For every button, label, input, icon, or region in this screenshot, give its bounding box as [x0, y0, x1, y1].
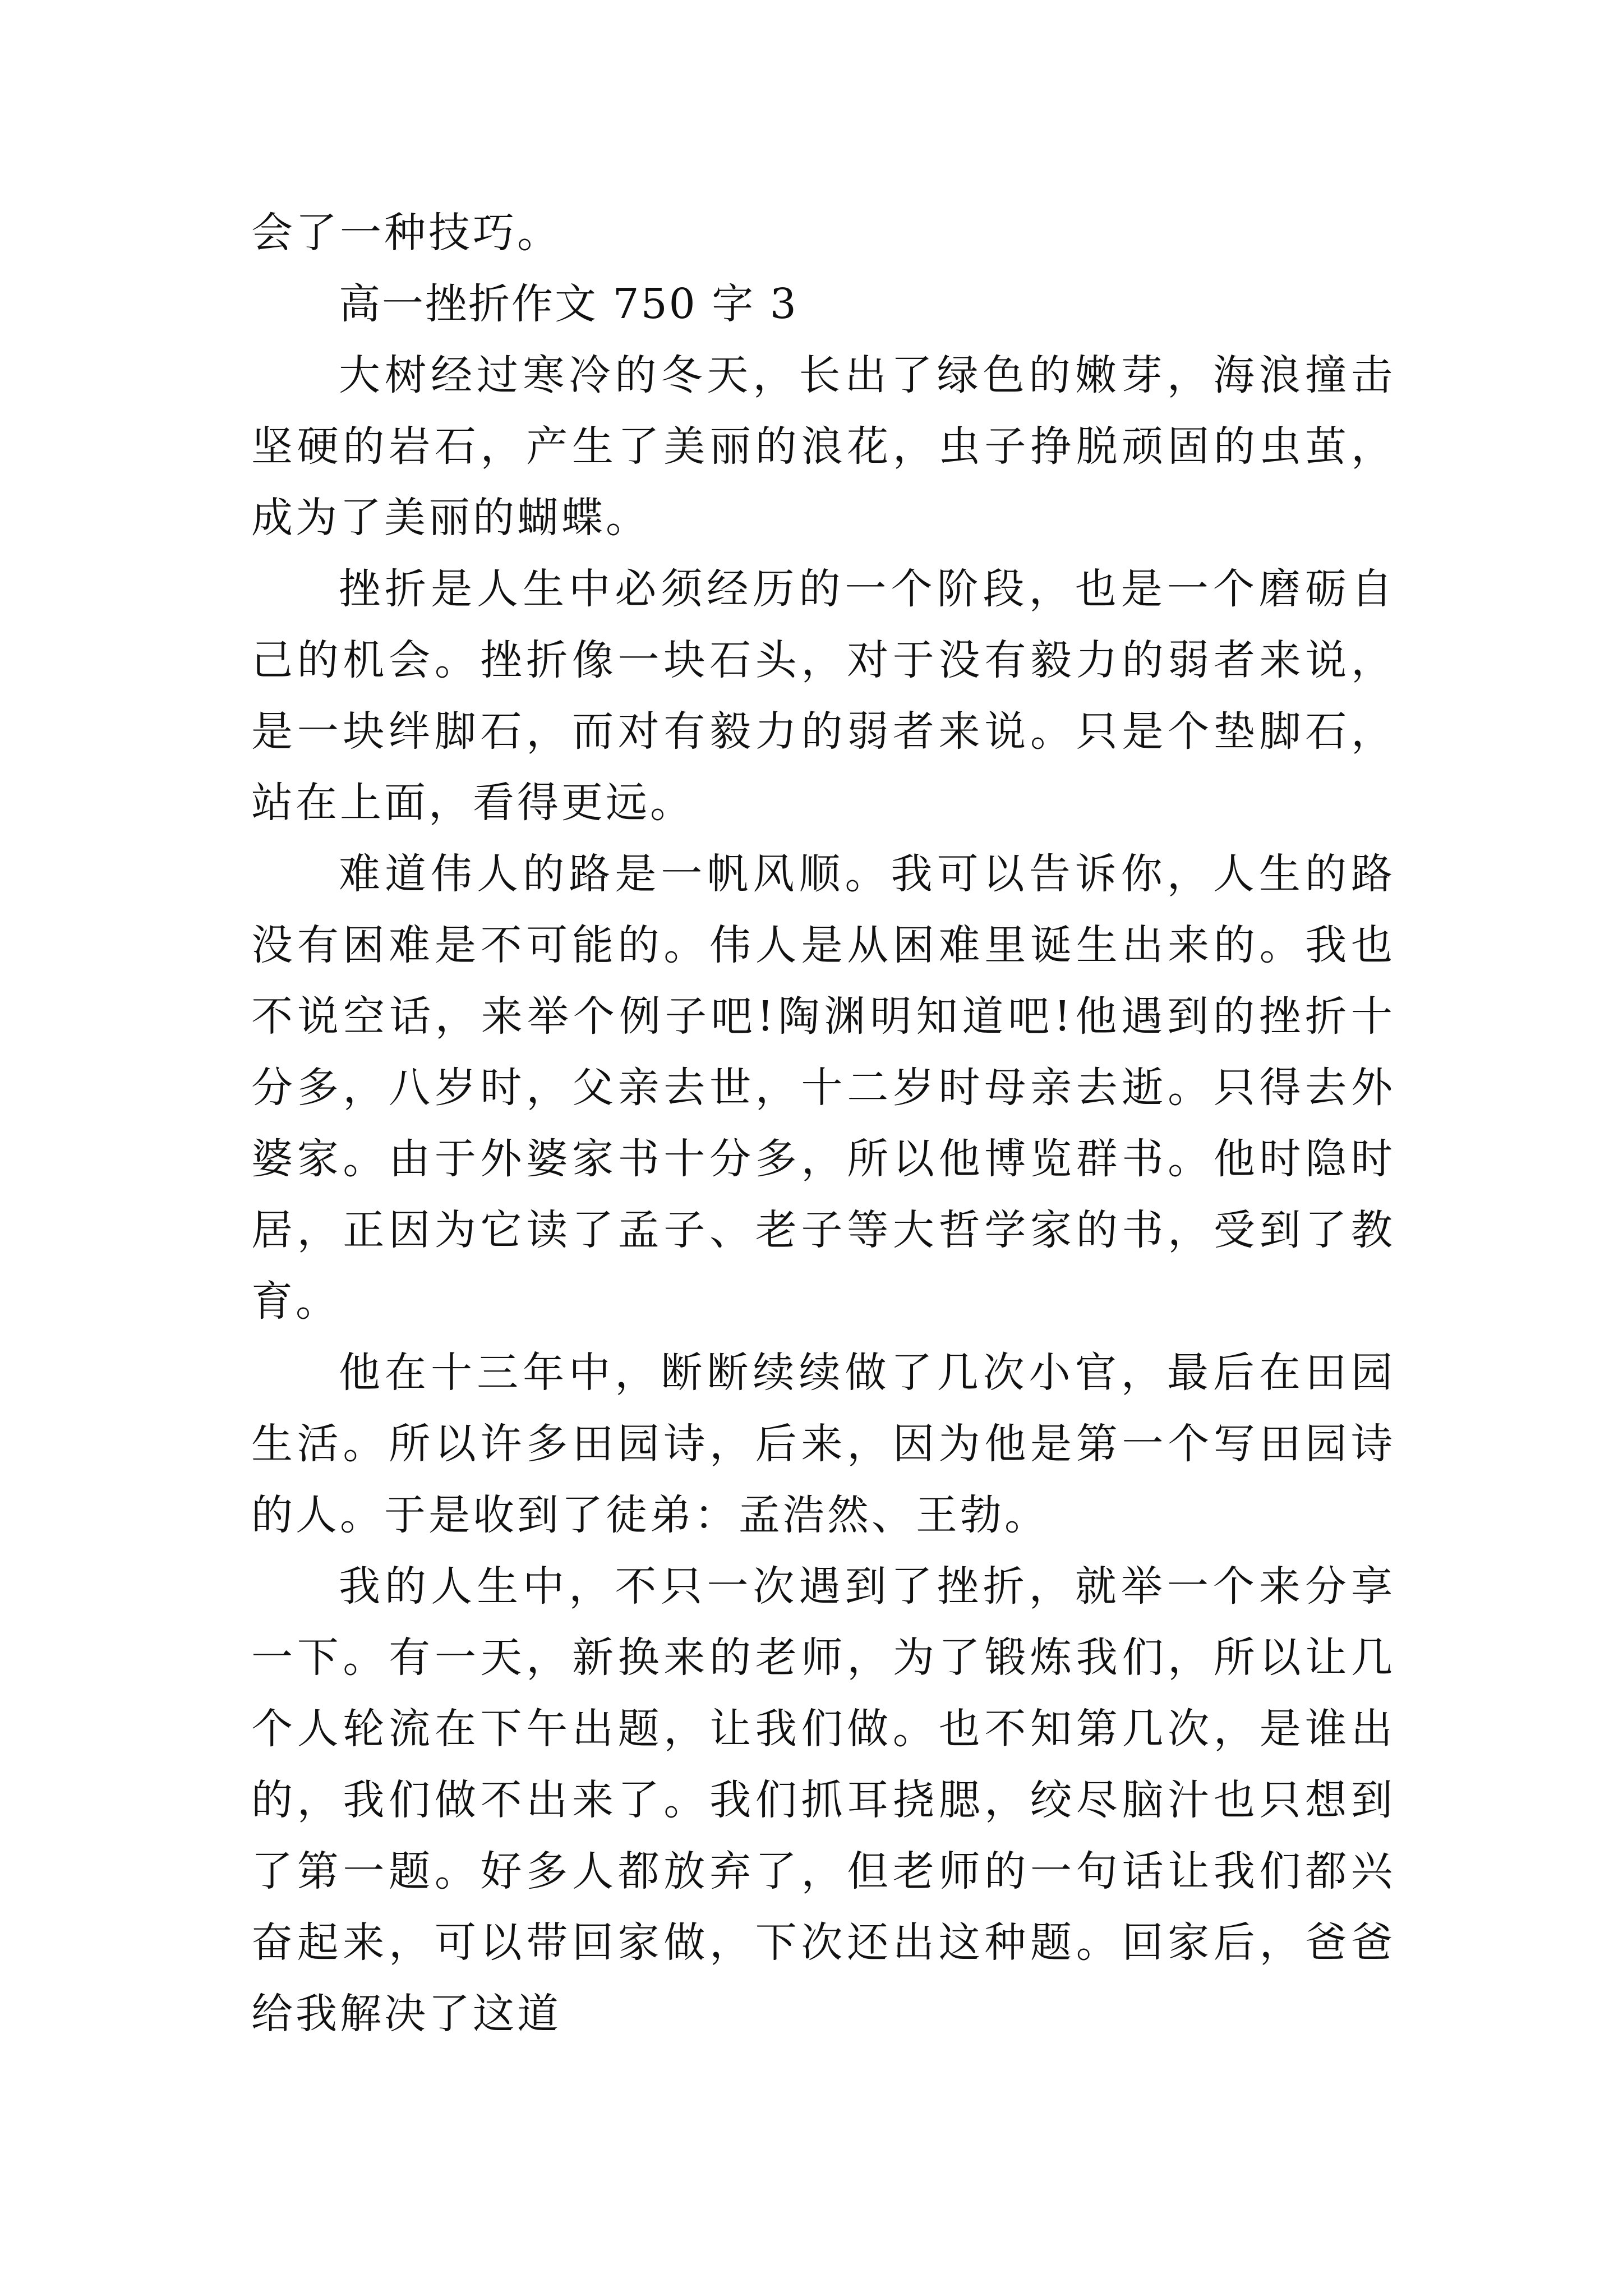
- paragraph: 难道伟人的路是一帆风顺。我可以告诉你，人生的路没有困难是不可能的。伟人是从困难里诞生出来的。我也不说空话，来举个例子吧!陶渊明知道吧!他遇到的挫折十分多，八岁时，父亲去世，十二岁时母亲去逝。只得去外婆家。由于外婆家书十分多，所以他博览群书。他时隐时居，正因为它读了孟子、老子等大哲学家的书，受到了教育。: [251, 850, 1395, 1326]
- paragraph: 我的人生中，不只一次遇到了挫折，就举一个来分享一下。有一天，新换来的老师，为了锻炼我们，所以让几个人轮流在下午出题，让我们做。也不知第几次，是谁出的，我们做不出来了。我们抓耳挠腮，绞尽脑汁也只想到了第一题。好多人都放弃了，但老师的一句话让我们都兴奋起来，可以带回家做，下次还出这种题。回家后，爸爸给我解决了这道: [251, 1562, 1395, 2038]
- paragraph-continuation: 会了一种技巧。: [251, 209, 561, 257]
- section-heading: 高一挫折作文 750 字 3: [339, 280, 798, 328]
- paragraph: 他在十三年中，断断续续做了几次小官，最后在田园生活。所以许多田园诗，后来，因为他是第一个写田园诗的人。于是收到了徒弟：孟浩然、王勃。: [251, 1349, 1395, 1539]
- paragraph: 大树经过寒冷的冬天，长出了绿色的嫩芽，海浪撞击坚硬的岩石，产生了美丽的浪花，虫子挣脱顽固的虫茧，成为了美丽的蝴蝶。: [251, 351, 1395, 542]
- article-body: [251, 197, 1395, 2050]
- paragraph: 挫折是人生中必须经历的一个阶段，也是一个磨砺自己的机会。挫折像一块石头，对于没有毅力的弱者来说，是一块绊脚石，而对有毅力的弱者来说。只是个垫脚石，站在上面，看得更远。: [251, 565, 1395, 827]
